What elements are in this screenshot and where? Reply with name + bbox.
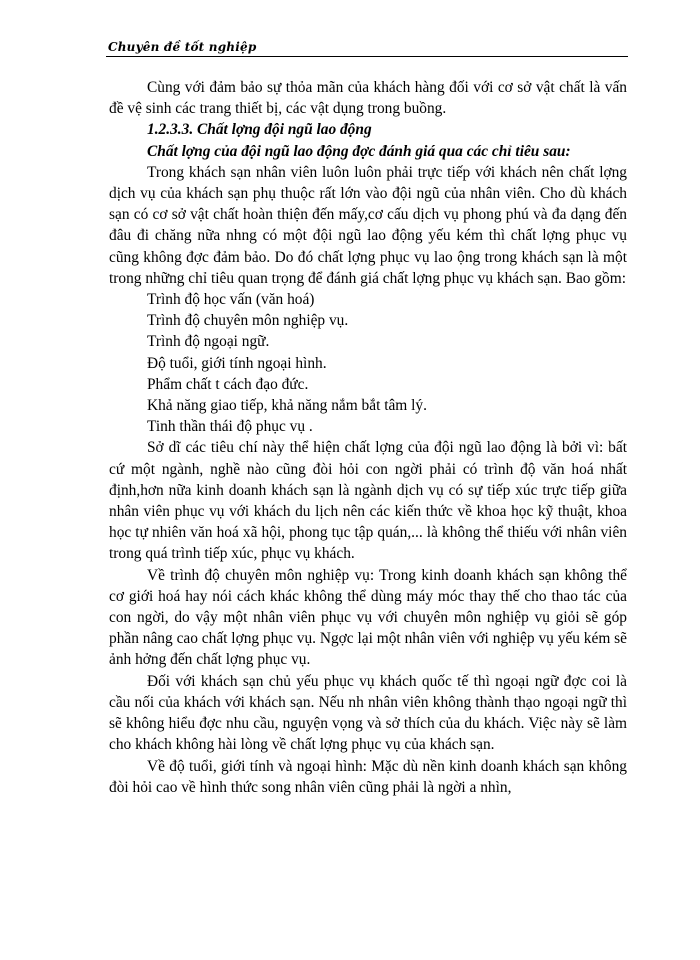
paragraph-staff: Trong khách sạn nhân viên luôn luôn phải trực tiếp với khách nên chất lợng dịch vụ của khách sạn phụ thuộc rất lớn vào đội ngũ của nhân viên. Cho dù khách sạn có cơ sở vật chất hoàn thiện đến mấy,cơ cấu dịch vụ phong phú và đa dạng đến đâu đi chăng nữa nhng có một đội ngũ lao động yếu kém thì chất lợng phục vụ cũng không đợc đảm bảo. Do đó chất lợng phục vụ lao ộng trong khách sạn là một trong những chỉ tiêu quan trọng để đánh giá chất lợng phục vụ khách sạn. Bao gồm: — [109, 163, 627, 287]
header-rule — [106, 56, 628, 57]
list-item: Trình độ chuyên môn nghiệp vụ. — [147, 312, 349, 330]
paragraph-age-gender-appearance: Về độ tuổi, giới tính và ngoại hình: Mặc dù nền kinh doanh khách sạn không đòi hỏi cao về hình thức song nhân viên cũng phải là ngời a nhìn, — [109, 757, 627, 796]
subsection-heading: Chất lợng của đội ngũ lao động đợc đánh giá qua các chỉ tiêu sau: — [147, 142, 571, 160]
list-item: Phẩm chất t cách đạo đức. — [147, 375, 309, 393]
header-title: Chuyên đề tốt nghiệp — [108, 40, 257, 54]
list-item: Trình độ ngoại ngữ. — [147, 333, 270, 351]
body-text — [109, 77, 627, 798]
list-item: Khả năng giao tiếp, khả năng nắm bắt tâm lý. — [147, 397, 427, 415]
list-item: Tinh thần thái độ phục vụ . — [147, 418, 313, 436]
list-item: Độ tuổi, giới tính ngoại hình. — [147, 354, 327, 372]
section-heading: 1.2.3.3. Chất lợng đội ngũ lao động — [147, 121, 372, 139]
list-item: Trình độ học vấn (văn hoá) — [147, 291, 315, 309]
paragraph-foreign-language: Đối với khách sạn chủ yếu phục vụ khách quốc tế thì ngoại ngữ đợc coi là cầu nối của khách với khách sạn. Nếu nh nhân viên không thành thạo ngoại ngữ thì sẽ không hiểu đợc nhu cầu, nguyện vọng và sở thích của du khách. Việc này sẽ làm cho khách không hài lòng về chất lợng phục vụ của khách sạn. — [109, 672, 627, 754]
paragraph-reasons: Sở dĩ các tiêu chí này thể hiện chất lợng của đội ngũ lao động là bởi vì: bất cứ một ngành, nghề nào cũng đòi hỏi con ngời phải có trình độ văn hoá nhất định,hơn nữa kinh doanh khách sạn là ngành dịch vụ có sự tiếp xúc trực tiếp giữa nhân viên phục vụ với khách du lịch nên các kiến thức về khoa học kỹ thuật, khoa học tự nhiên văn hoá xã hội, phong tục tập quán,... là không thể thiếu với nhân viên trong quá trình tiếp xúc, phục vụ khách. — [109, 439, 627, 563]
paragraph-intro: Cùng với đảm bảo sự thỏa mãn của khách hàng đối với cơ sở vật chất là vấn đề vệ sinh các trang thiết bị, các vật dụng trong buồng. — [109, 79, 627, 118]
paragraph-professional-skills: Về trình độ chuyên môn nghiệp vụ: Trong kinh doanh khách sạn không thể cơ giới hoá hay nói cách khác không thể dùng máy móc thay thế cho thao tác của con ngời, do vậy một nhân viên phục vụ với chuyên môn nghiệp vụ giỏi sẽ góp phần nâng cao chất lợng phục vụ. Ngợc lại một nhân viên với nghiệp vụ yếu kém sẽ ảnh hởng đến chất lợng phục vụ. — [109, 566, 627, 669]
